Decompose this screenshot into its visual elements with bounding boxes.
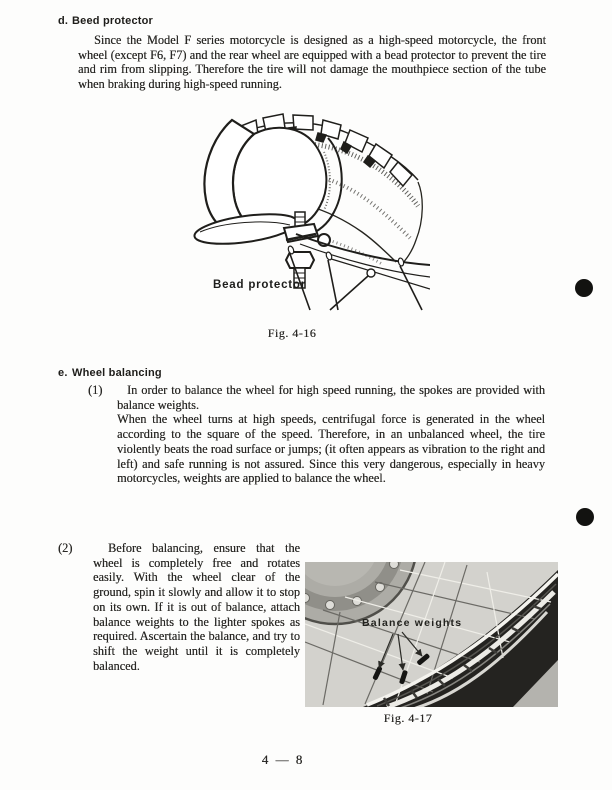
section-d-label: d. (58, 15, 69, 27)
figure-17-wheel-photo (305, 562, 558, 707)
section-d-paragraph: Since the Model F series motorcycle is designed as a high-speed motorcycle, the front wheel (except F6, F7) and the rear wheel are equipped with a bead protector to prevent the tire and rim from slipping. Therefore the tire will not damage the mouthpiece section of the tube when braking during high-speed running. (78, 33, 546, 92)
page-number: 4 — 8 (261, 752, 305, 767)
item-1-text (117, 383, 545, 486)
section-e-title: Wheel balancing (72, 367, 162, 379)
item-1-number: (1) (88, 383, 103, 397)
item-2-number: (2) (58, 541, 73, 555)
item-1-paragraph-2: When the wheel turns at high speeds, centrifugal force is generated in the wheel according to the square of the speed. Therefore, in an unbalanced wheel, the tire violently beats the road surface or jumps; (it often appears as vibration to the right and left) and safe running is not assured. Since this very dangerous, especially in heavy motorcycles, weights are applied to balance the wheel. (117, 412, 545, 486)
item-2-paragraph: Before balancing, ensure that the wheel is completely free and rotates easily. With the wheel clear of the ground, spin it slowly and allow it to stop on its own. If it is out of balance, attach balance weights to the lighter spokes as required. Ascertain the balance, and try to shift the weight until it is completely balanced. (93, 541, 300, 673)
figure-16-tire-drawing (178, 112, 430, 314)
figure-16-caption: Fig. 4-16 (267, 326, 317, 340)
section-d-title: Beed protector (72, 15, 154, 27)
figure-17-caption: Fig. 4-17 (383, 711, 433, 725)
binding-dot-top (575, 279, 593, 297)
item-1-paragraph-1: In order to balance the wheel for high speed running, the spokes are provided with balance weights. (117, 383, 545, 412)
binding-dot-bottom (576, 508, 594, 526)
section-e-heading (58, 367, 162, 379)
section-d-heading (58, 15, 153, 27)
section-e-label: e. (58, 367, 68, 379)
figure-17-label: Balance weights (362, 617, 463, 629)
figure-16-label: Bead protector (213, 279, 306, 291)
